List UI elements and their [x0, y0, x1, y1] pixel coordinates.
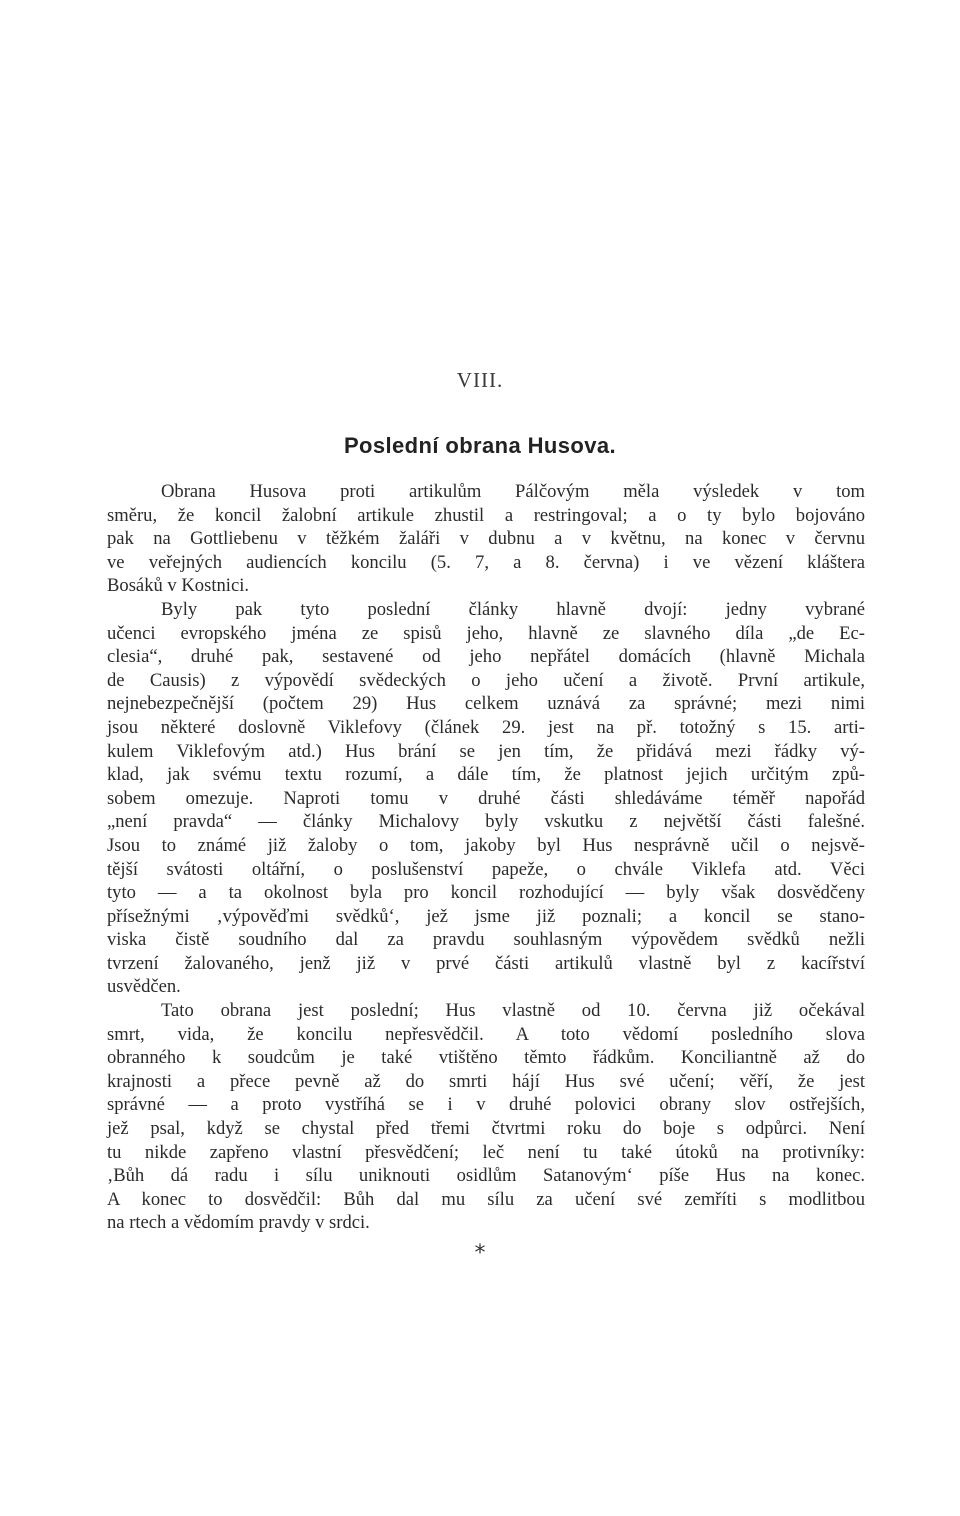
text-line: nejnebezpečnější (počtem 29) Hus celkem uznává za správné; mezi nimi [107, 693, 865, 715]
paragraph-3 [107, 999, 865, 1235]
text-line: Obrana Husova proti artikulům Pálčovým měla výsledek v tom [161, 481, 865, 502]
text-line: Bosáků v Kostnici. [107, 575, 250, 597]
text-line: tější svátosti oltářní, o poslušenství papeže, o chvále Viklefa atd. Věci [107, 858, 865, 880]
text-line: A konec to dosvědčil: Bůh dal mu sílu za učení své zemříti s modlitbou [107, 1188, 865, 1210]
text-line: ve veřejných audiencích koncilu (5. 7, a 8. června) i ve vězení kláštera [107, 551, 865, 573]
text-line: obranného k soudcům je také vtištěno těmto řádkům. Konciliantně až do [107, 1047, 865, 1069]
text-line: jsou některé doslovně Viklefovy (článek 29. jest na př. totožný s 15. arti- [107, 716, 865, 738]
text-line: Byly pak tyto poslední články hlavně dvojí: jedny vybrané [161, 598, 865, 620]
text-line: správné — a proto vystříhá se i v druhé polovici obrany slov ostřejších, [107, 1094, 865, 1116]
text-line: přísežnými ‚výpověďmi svědků‘, jež jsme již poznali; a koncil se stano- [107, 905, 865, 927]
text-line: „není pravda“ — články Michalovy byly vskutku z největší části falešné. [107, 811, 865, 833]
text-line: tvrzení žalovaného, jenž již v prvé části artikulů vlastně byl z kacířství [107, 952, 865, 974]
chapter-number: VIII. [456, 368, 504, 392]
text-line: clesia“, druhé pak, sestavené od jeho nepřátel domácích (hlavně Michala [107, 646, 865, 668]
text-line: tyto — a ta okolnost byla pro koncil rozhodující — byly však dosvědčeny [107, 882, 865, 904]
text-line: pak na Gottliebenu v těžkém žaláři v dubnu a v květnu, na konec v červnu [107, 528, 865, 550]
section-separator-asterisk: * [474, 1241, 486, 1266]
text-line: jež psal, když se chystal před třemi čtvrtmi roku do boje s odpůrci. Není [107, 1118, 865, 1140]
text-line: učenci evropského jména ze spisů jeho, hlavně ze slavného díla „de Ec- [107, 622, 865, 644]
text-line: smrt, vida, že koncilu nepřesvědčil. A toto vědomí posledního slova [107, 1023, 865, 1045]
text-line: krajnosti a přece pevně až do smrti hájí Hus své učení; věří, že jest [107, 1070, 865, 1092]
text-line: směru, že koncil žalobní artikule zhustil a restringoval; a o ty bylo bojováno [107, 504, 865, 526]
text-line: klad, jak svému textu rozumí, a dále tím, že platnost jejich určitým způ- [107, 764, 865, 786]
body-text [107, 480, 865, 1235]
text-line: Jsou to známé již žaloby o tom, jakoby byl Hus nesprávně učil o nejsvě- [107, 834, 865, 856]
text-line: Tato obrana jest poslední; Hus vlastně od 10. června již očekával [161, 1000, 865, 1022]
text-line: sobem omezuje. Naproti tomu v druhé části shledáváme téměř napořád [107, 787, 865, 809]
paragraph-1 [107, 480, 865, 598]
text-line: viska čistě soudního dal za pravdu souhlasným výpovědem svědků nežli [107, 929, 865, 951]
text-line: usvědčen. [107, 976, 181, 998]
text-line: tu nikde zapřeno vlastní přesvědčení; leč není tu také útoků na protivníky: [107, 1141, 865, 1163]
paragraph-2 [107, 598, 865, 999]
chapter-title: Poslední obrana Husova. [343, 433, 617, 458]
text-line: kulem Viklefovým atd.) Hus brání se jen tím, že přidává mezi řádky vý- [107, 740, 865, 762]
text-line: na rtech a vědomím pravdy v srdci. [107, 1212, 370, 1234]
text-line: ‚Bůh dá radu i sílu uniknouti osidlům Satanovým‘ píše Hus na konec. [107, 1165, 865, 1187]
text-line: de Causis) z výpovědí svědeckých o jeho učení a životě. První artikule, [107, 669, 865, 691]
